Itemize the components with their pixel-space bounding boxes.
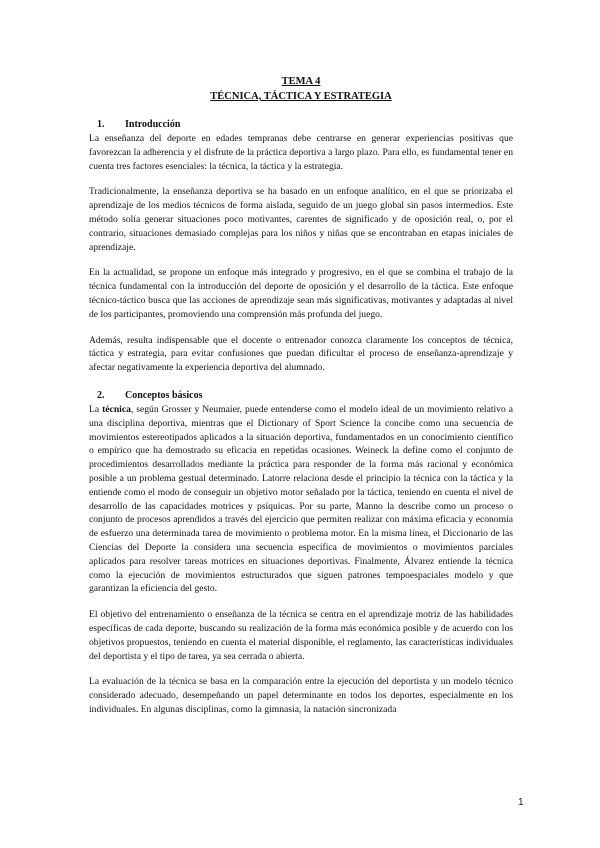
section-number: 1. [97,119,105,130]
section-heading-conceptos-basicos [89,389,513,403]
paragraph: En la actualidad, se propone un enfoque más integrado y progresivo, en el que se combina el trabajo de la técnica fundamental con la introducción del deporte de oposición y el desarrollo de la táctica. Este enfoque técnico-táctico busca que las acciones de aprendizaje sean más significativas, motivantes y adaptadas al nivel de los participantes, promoviendo una comprensión más profunda del juego. [89,267,513,320]
page-number: 1 [518,797,524,808]
section-heading-text: Introducción [125,119,181,130]
paragraph-body: , según Grosser y Neumaier, puede entenderse como el modelo ideal de un movimiento relativo a una disciplina deportiva, mientras que el Dictionary of Sport Science la concibe como una secuencia de movimientos estereotipados aplicados a la situación deportiva, fundamentados en un conocimiento científico o empírico que ha demostrado su eficacia en repetidas ocasiones. Weineck la define como el conjunto de procedimientos desarrollados mediante la práctica para responder de la forma más racional y económica posible a un problema gestual determinado. Latorre relaciona desde el principio la técnica con la táctica y la entiende como el modo de conseguir un objetivo motor señalado por la táctica, teniendo en cuenta el nivel de desarrollo de las capacidades motrices y psíquicas. Por su parte, Manno la describe como un proceso o conjunto de procesos aprendidos a través del ejercicio que permiten realizar con máxima eficacia y economía de esfuerzo una determinada tarea de movimiento o problema motor. En la misma línea, el Diccionario de las Ciencias del Deporte la considera una secuencia específica de movimientos o movimientos parciales aplicados para resolver tareas motrices en situaciones deportivas. Finalmente, Álvarez entiende la técnica como la ejecución de movimientos estructurados que siguen patrones tempoespaciales modelo y que garantizan la eficiencia del gesto. [89,403,513,595]
section-number: 2. [97,389,105,401]
title-line-1: TEMA 4 [281,76,321,87]
term-tecnica: técnica [102,403,131,415]
paragraph: Además, resulta indispensable que el docente o entrenador conozca claramente los conceptos de técnica, táctica y estrategia, para evitar confusiones que puedan dificultar el proceso de enseñanza-aprendizaje y afectar negativamente la experiencia deportiva del alumnado. [89,334,513,374]
paragraph: Tradicionalmente, la enseñanza deportiva se ha basado en un enfoque analítico, en el que se priorizaba el aprendizaje de los medios técnicos de forma aislada, seguido de un juego global sin pasos intermedios. Este método solía generar situaciones poco motivantes, carentes de significado y de oposición real, o, por el contrario, situaciones demasiado complejas para los niños y niñas que se encontraban en etapas iniciales de aprendizaje. [89,186,513,253]
paragraph: La enseñanza del deporte en edades tempranas debe centrarse en generar experiencias positivas que favorezcan la adherencia y el disfrute de la práctica deportiva a largo plazo. Para ello, es fundamental tener en cuenta tres factores esenciales: la técnica, la táctica y la estrategia. [89,133,513,172]
paragraph: El objetivo del entrenamiento o enseñanza de la técnica se centra en el aprendizaje motriz de las habilidades específicas de cada deporte, buscando su realización de la forma más económica posible y de acuerdo con los objetivos propuestos, teniendo en cuenta el material disponible, el reglamento, las características individuales del deportista y el tipo de tarea, ya sea cerrada o abierta. [89,609,513,662]
paragraph: La evaluación de la técnica se basa en la comparación entre la ejecución del deportista y un modelo técnico considerado adecuado, desempeñando un papel determinante en todos los deportes, especialmente en los individuales. En algunas disciplinas, como la gimnasia, la natación sincronizada [89,676,513,715]
title-line-2: TÉCNICA, TÁCTICA Y ESTRATEGIA [210,91,392,102]
paragraph-tecnica-definition [89,403,513,596]
paragraph-lead: La [89,403,103,415]
document-body [89,74,513,717]
document-title [89,74,513,104]
section-heading-introduccion [89,118,513,132]
section-heading-text: Conceptos básicos [125,389,203,401]
